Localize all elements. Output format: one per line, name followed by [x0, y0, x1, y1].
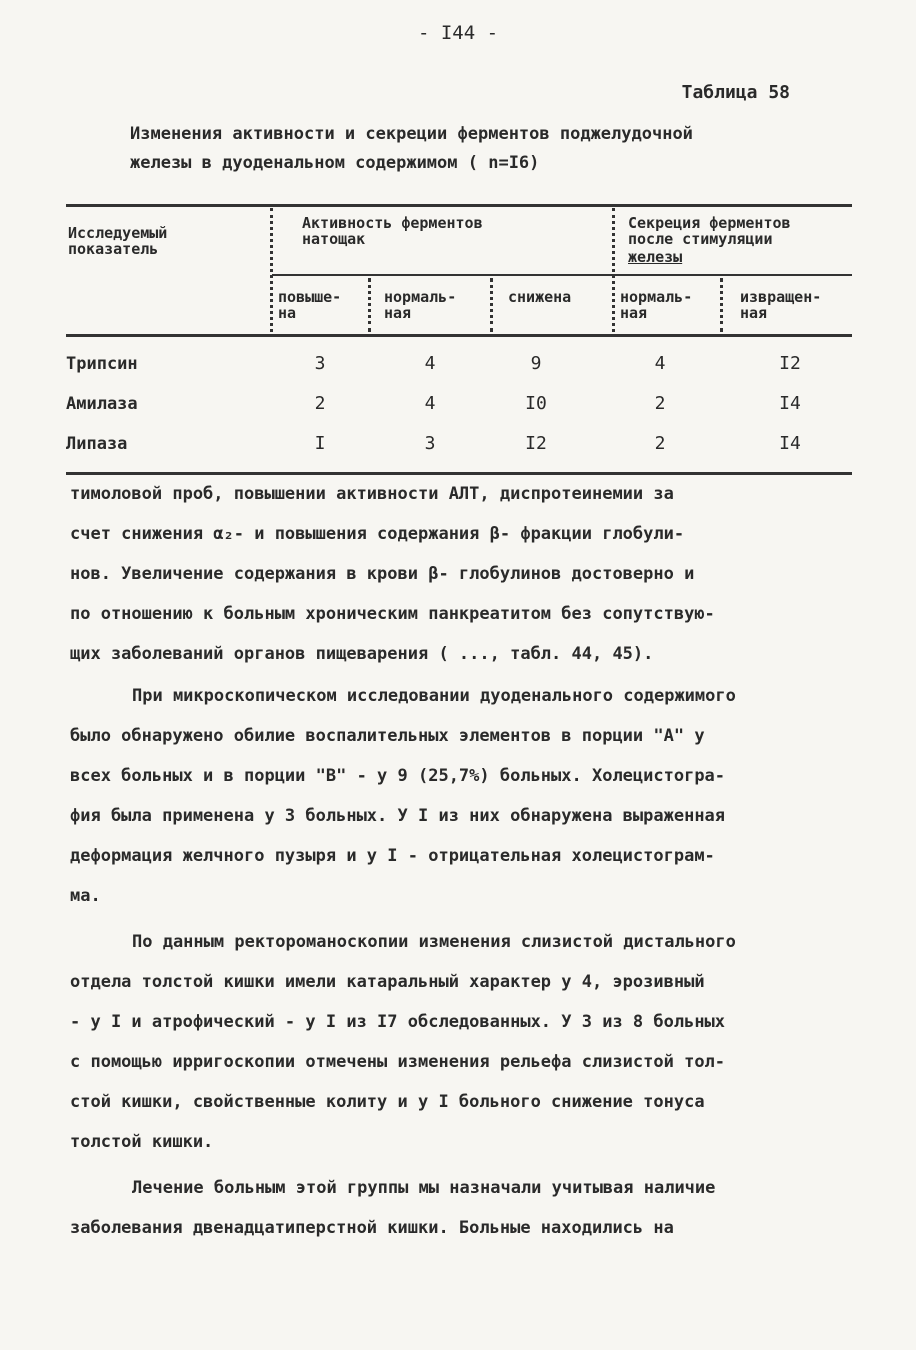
text-line: счет снижения α₂- и повышения содержания β- фракции глобули-	[70, 524, 685, 544]
header-activity: Активность ферментов	[302, 214, 483, 232]
table-cell: 4	[424, 393, 436, 414]
text-line: Лечение больным этой группы мы назначали учитывая наличие	[132, 1178, 716, 1198]
col-separator	[612, 208, 615, 332]
subheader: ная	[620, 304, 648, 322]
text-line: щих заболеваний органов пищеварения ( ..., табл. 44, 45).	[70, 644, 654, 664]
row-label: Трипсин	[66, 354, 138, 374]
subheader: извращен-	[740, 288, 822, 306]
text-line: было обнаружено обилие воспалительных элементов в порции "А" у	[70, 726, 705, 746]
table-top-rule	[66, 204, 852, 207]
table-cell: I2	[779, 353, 801, 374]
text-line: по отношению к больным хроническим панкреатитом без сопутствую-	[70, 604, 715, 624]
caption-line: железы в дуоденальном содержимом ( n=I6)	[130, 153, 540, 173]
table-cell: 3	[424, 433, 436, 454]
col-separator	[720, 278, 723, 332]
header-parameter: показатель	[68, 240, 159, 258]
header-secretion: железы	[628, 248, 683, 266]
table-cell: 2	[314, 393, 326, 414]
table-cell: 3	[314, 353, 326, 374]
table-cell: I0	[525, 393, 547, 414]
text-line: стой кишки, свойственные колиту и у I больного снижение тонуса	[70, 1092, 705, 1112]
header-activity: натощак	[302, 230, 366, 248]
table-header-bottom-rule	[66, 334, 852, 337]
subheader: на	[278, 304, 297, 322]
text-line: с помощью ирригоскопии отмечены изменения рельефа слизистой тол-	[70, 1052, 726, 1072]
subheader: снижена	[508, 288, 572, 306]
text-line: заболевания двенадцатиперстной кишки. Больные находились на	[70, 1218, 674, 1238]
text-line: нов. Увеличение содержания в крови β- глобулинов достоверно и	[70, 564, 695, 584]
table-bottom-rule	[66, 472, 852, 475]
caption-line: Изменения активности и секреции ферментов поджелудочной	[130, 124, 693, 144]
header-parameter: Исследуемый	[68, 224, 168, 242]
text-line: По данным ректороманоскопии изменения слизистой дистального	[132, 932, 736, 952]
col-separator	[490, 278, 493, 332]
text-line: фия была применена у 3 больных. У I из них обнаружена выраженная	[70, 806, 726, 826]
text-line: деформация желчного пузыря и у I - отрицательная холецистограм-	[70, 846, 715, 866]
table-caption	[130, 120, 830, 178]
table-subheader-rule	[272, 274, 852, 276]
enzyme-table	[66, 204, 852, 476]
table-cell: 4	[654, 353, 666, 374]
subheader: ная	[384, 304, 412, 322]
row-label: Липаза	[66, 434, 128, 454]
table-cell: 4	[424, 353, 436, 374]
col-separator	[270, 208, 273, 332]
text-line: тимоловой проб, повышении активности АЛТ, диспротеинемии за	[70, 484, 674, 504]
col-separator	[368, 278, 371, 332]
row-label: Амилаза	[66, 394, 138, 414]
subheader: повыше-	[278, 288, 342, 306]
header-secretion: Секреция ферментов	[628, 214, 791, 232]
table-cell: I4	[779, 433, 801, 454]
text-line: ма.	[70, 886, 101, 906]
table-cell: 2	[654, 433, 666, 454]
table-cell: 9	[530, 353, 542, 374]
subheader: нормаль-	[620, 288, 693, 306]
text-line: всех больных и в порции "В" - у 9 (25,7%) больных. Холецистогра-	[70, 766, 726, 786]
text-line: При микроскопическом исследовании дуоденального содержимого	[132, 686, 736, 706]
subheader: нормаль-	[384, 288, 457, 306]
text-line: отдела толстой кишки имели катаральный характер у 4, эрозивный	[70, 972, 705, 992]
page-number: - I44 -	[417, 22, 499, 44]
text-line: толстой кишки.	[70, 1132, 214, 1152]
table-cell: 2	[654, 393, 666, 414]
text-line: - у I и атрофический - у I из I7 обследованных. У 3 из 8 больных	[70, 1012, 726, 1032]
table-cell: I4	[779, 393, 801, 414]
table-cell: I2	[525, 433, 547, 454]
table-cell: I	[314, 433, 326, 454]
subheader: ная	[740, 304, 768, 322]
table-label: Таблица 58	[681, 82, 790, 103]
header-secretion: после стимуляции	[628, 230, 773, 248]
